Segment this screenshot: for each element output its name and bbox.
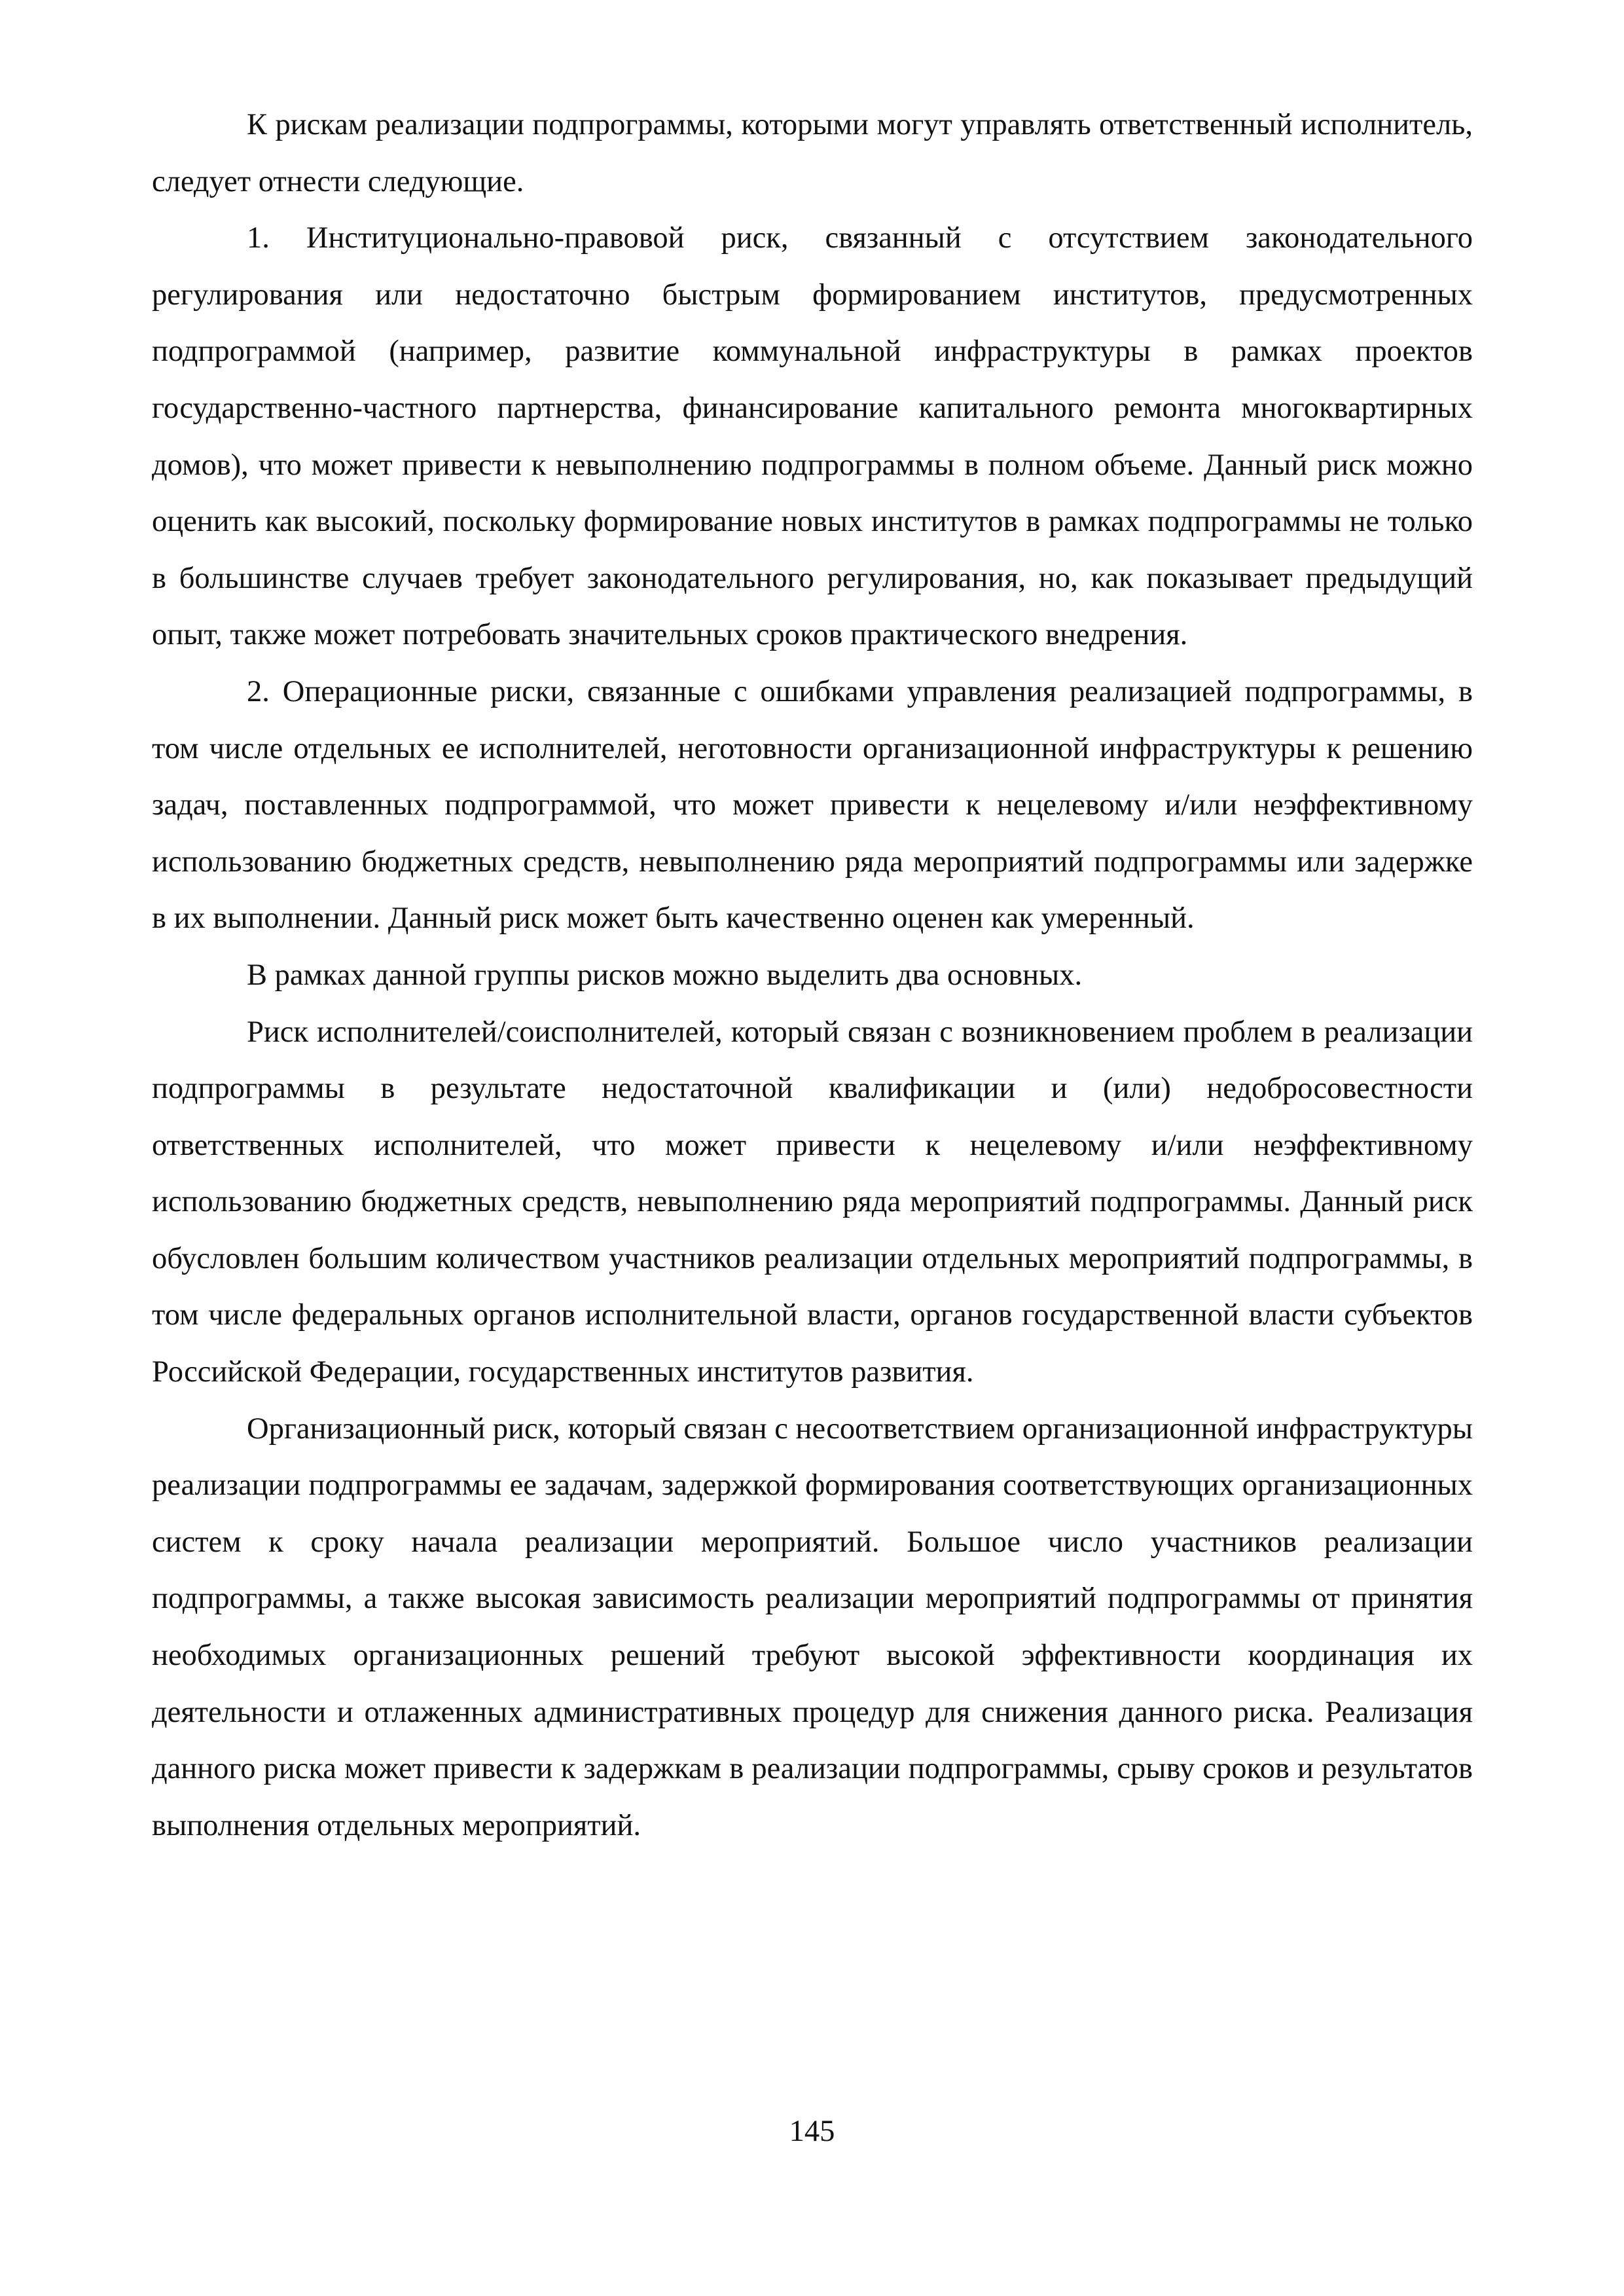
paragraph-risk-intro: К рискам реализации подпрограммы, которыми могут управлять ответственный исполнитель, следует отнести следующие. [152,108,1473,198]
paragraph-operational-risks: 2. Операционные риски, связанные с ошибками управления реализацией подпрограммы, в том числе отдельных ее исполнителей, неготовности организационной инфраструктуры к решению задач, поставленных подпрограммой, что может привести к нецелевому и/или неэффективному использованию бюджетных средств, невыполнению ряда мероприятий подпрограммы или задержке в их выполнении. Данный риск может быть качественно оценен как умеренный. [152,674,1473,936]
document-body [152,97,1473,1854]
paragraph-organizational-risk: Организационный риск, который связан с несоответствием организационной инфраструктуры реализации подпрограммы ее задачам, задержкой формирования соответствующих организационных систем к сроку начала реализации мероприятий. Большое число участников реализации подпрограммы, а также высокая зависимость реализации мероприятий подпрограммы от принятия необходимых организационных решений требуют высокой эффективности координация их деятельности и отлаженных административных процедур для снижения данного риска. Реализация данного риска может привести к задержкам в реализации подпрограммы, срыву сроков и результатов выполнения отдельных мероприятий. [152,1412,1473,1842]
paragraph-executor-risk: Риск исполнителей/соисполнителей, который связан с возникновением проблем в реализации подпрограммы в результате недостаточной квалификации и (или) недобросовестности ответственных исполнителей, что может привести к нецелевому и/или неэффективному использованию бюджетных средств, невыполнению ряда мероприятий подпрограммы. Данный риск обусловлен большим количеством участников реализации отдельных мероприятий подпрограммы, в том числе федеральных органов исполнительной власти, органов государственной власти субъектов Российской Федерации, государственных институтов развития. [152,1015,1473,1389]
page-number: 145 [789,2115,835,2148]
paragraph-two-main-risks: В рамках данной группы рисков можно выделить два основных. [247,958,1083,992]
paragraph-institutional-risk: 1. Институционально-правовой риск, связанный с отсутствием законодательного регулирования или недостаточно быстрым формированием институтов, предусмотренных подпрограммой (например, развитие коммунальной инфраструктуры в рамках проектов государственно-частного партнерства, финансирование капитального ремонта многоквартирных домов), что может привести к невыполнению подпрограммы в полном объеме. Данный риск можно оценить как высокий, поскольку формирование новых институтов в рамках подпрограммы не только в большинстве случаев требует законодательного регулирования, но, как показывает предыдущий опыт, также может потребовать значительных сроков практического внедрения. [152,221,1473,652]
